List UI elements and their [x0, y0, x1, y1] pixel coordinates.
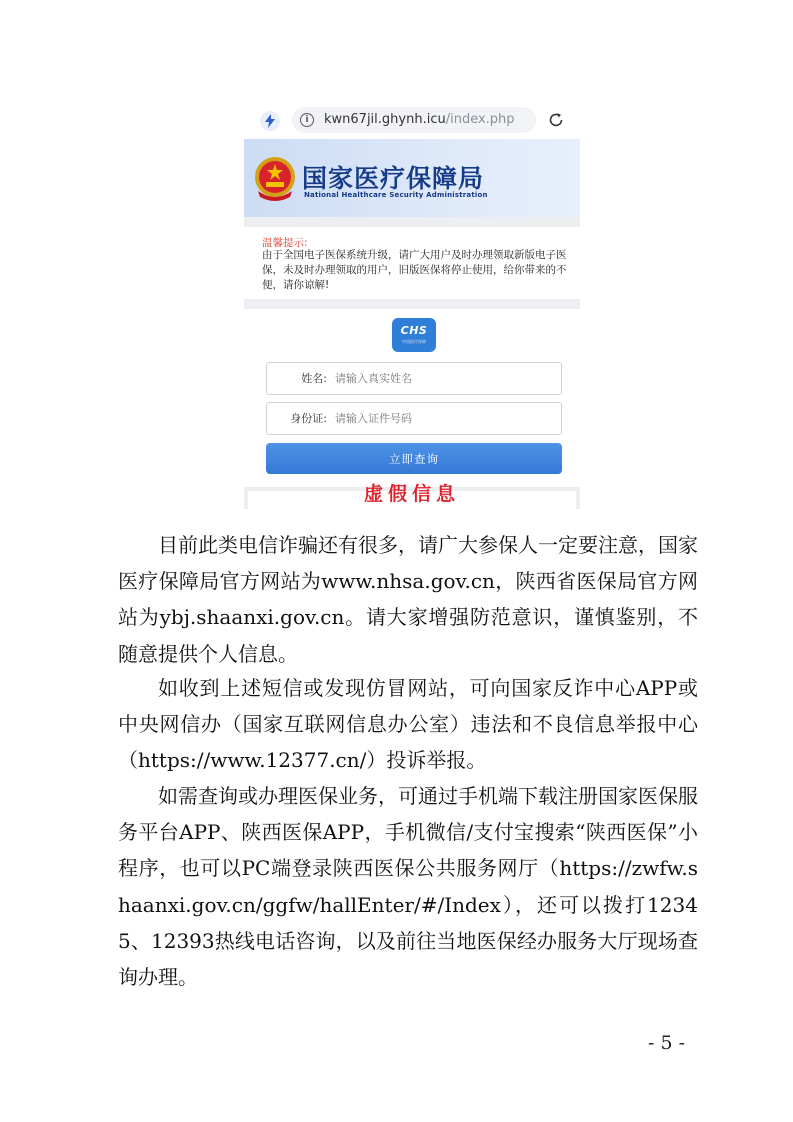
query-button[interactable]: 立即查询	[266, 443, 562, 474]
info-icon[interactable]: i	[300, 113, 314, 127]
site-banner	[244, 139, 580, 217]
browser-address-bar	[244, 103, 580, 137]
notice-body: 由于全国电子医保系统升级，请广大用户及时办理领取新版电子医保，未及时办理领取的用户，旧版医保将停止使用，给你带来的不便，请你谅解!	[262, 249, 567, 291]
national-emblem-icon	[252, 153, 298, 203]
chs-logo	[392, 318, 436, 352]
url-field[interactable]	[292, 107, 536, 133]
query-form	[248, 309, 576, 487]
reload-icon[interactable]	[548, 112, 564, 128]
banner-subtitle: National Healthcare Security Administration	[304, 191, 488, 199]
notice-title: 温馨提示:	[262, 237, 308, 249]
banner-title: 国家医疗保障局	[302, 164, 485, 193]
id-field	[266, 402, 562, 435]
id-number-input[interactable]	[335, 406, 545, 431]
name-label: 姓名:	[301, 372, 327, 385]
id-label: 身份证:	[290, 412, 327, 425]
chs-logo-text: CHS	[400, 324, 428, 337]
paragraph-report-channels: 如收到上述短信或发现仿冒网站，可向国家反诈中心APP或中央网信办（国家互联网信息办公室）违法和不良信息举报中心（https://www.12377.cn/）投诉举报。	[118, 676, 698, 773]
page-number: - 5 -	[648, 1032, 686, 1054]
section-divider	[244, 299, 580, 309]
lightning-icon[interactable]	[260, 111, 280, 131]
fake-info-label: 虚假信息	[363, 483, 460, 505]
name-field	[266, 362, 562, 395]
paragraph-official-websites: 目前此类电信诈骗还有很多，请广大参保人一定要注意，国家医疗保障局官方网站为www.nhsa.gov.cn，陕西省医保局官方网站为ybj.shaanxi.gov.cn。请大家增强防范意识，谨慎鉴别，不随意提供个人信息。	[118, 533, 698, 666]
chs-logo-subtext: 中国医疗保障	[402, 339, 426, 344]
name-input[interactable]	[335, 366, 545, 391]
phishing-site-screenshot	[244, 103, 580, 509]
section-divider	[244, 217, 580, 227]
notice-card	[248, 227, 576, 299]
paragraph-service-channels: 如需查询或办理医保业务，可通过手机端下载注册国家医保服务平台APP、陕西医保APP，手机微信/支付宝搜索“陕西医保”小程序，也可以PC端登录陕西医保公共服务网厅（https://zwfw.shaanxi.gov.cn/ggfw/hallEnter/#/Index），还可以拨打12345、12393热线电话咨询，以及前往当地医保经办服务大厅现场查询办理。	[118, 784, 698, 990]
url-text: kwn67jil.ghynh.icu/index.php	[324, 112, 515, 127]
